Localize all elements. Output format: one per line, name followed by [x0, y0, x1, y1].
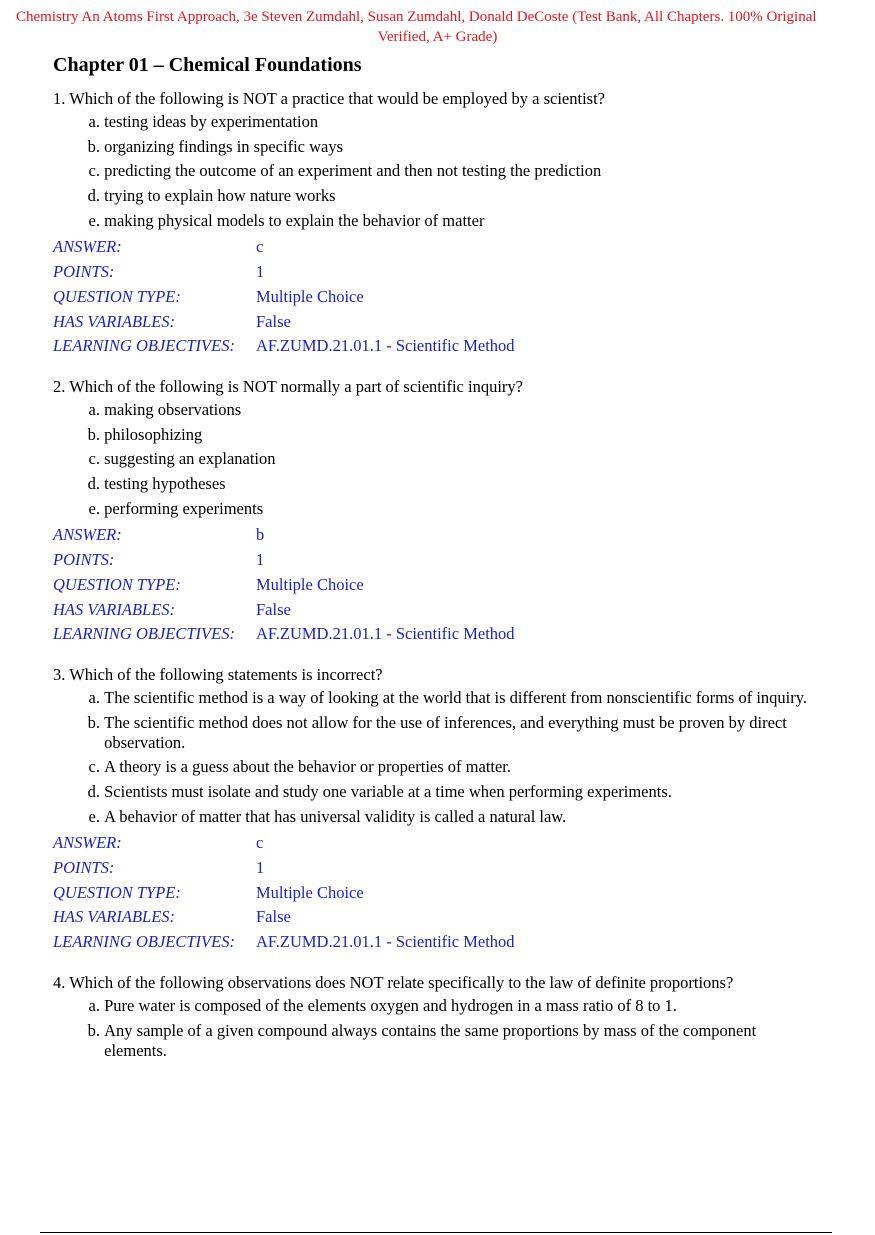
answer-label: ANSWER: [53, 237, 122, 257]
choice-letter: a. [88, 687, 100, 707]
has-variables-label: HAS VARIABLES: [53, 311, 176, 331]
choice-letter: d. [87, 781, 100, 801]
choice-e [53, 807, 813, 827]
question-2 [53, 376, 813, 647]
question-type-label: QUESTION TYPE: [53, 286, 181, 306]
choice-e [53, 499, 813, 519]
choice-text: making physical models to explain the behavior of matter [104, 210, 485, 230]
choice-text: performing experiments [104, 498, 264, 518]
choice-text: A theory is a guess about the behavior or properties of matter. [104, 757, 512, 777]
choice-text: trying to explain how nature works [104, 186, 336, 206]
question-1 [53, 88, 813, 359]
choice-a [53, 688, 813, 708]
question-text: 2. Which of the following is NOT normally a part of scientific inquiry? [53, 376, 523, 396]
has-variables-label: HAS VARIABLES: [53, 599, 176, 619]
choice-b [53, 425, 813, 445]
answer-row [53, 523, 813, 548]
choice-text: The scientific method does not allow for the use of inferences, and everything must be proven by direct observation. [104, 712, 787, 752]
has-variables-value: False [256, 907, 291, 927]
choice-letter: a. [88, 112, 100, 131]
points-row [53, 548, 813, 573]
choice-letter: d. [87, 186, 100, 206]
choice-list [53, 996, 813, 1061]
answer-label: ANSWER: [53, 525, 122, 545]
choice-text: organizing findings in specific ways [104, 136, 344, 156]
question-text: 1. Which of the following is NOT a practice that would be employed by a scientist? [53, 89, 606, 108]
answer-label: ANSWER: [53, 833, 122, 853]
choice-letter: c. [88, 757, 100, 777]
choice-b [53, 137, 813, 157]
choice-text: testing ideas by experimentation [104, 112, 319, 131]
has-variables-row [53, 310, 813, 335]
has-variables-value: False [256, 599, 291, 619]
question-type-value: Multiple Choice [256, 882, 364, 902]
choice-text: testing hypotheses [104, 474, 226, 494]
choice-a [53, 400, 813, 420]
choice-letter: e. [88, 806, 100, 826]
choice-a [53, 112, 813, 132]
question-text: 4. Which of the following observations does NOT relate specifically to the law of definite proportions? [53, 972, 734, 992]
has-variables-value: False [256, 311, 291, 331]
question-type-row [53, 285, 813, 310]
question-type-label: QUESTION TYPE: [53, 574, 181, 594]
choice-list [53, 688, 813, 827]
banner-line-1: Chemistry An Atoms First Approach, 3e Steven Zumdahl, Susan Zumdahl, Donald DeCoste (Test Bank, All Chapters. 100% Original [16, 9, 817, 25]
choice-letter: c. [88, 161, 100, 181]
choice-text: Scientists must isolate and study one variable at a time when performing experiments. [104, 781, 672, 801]
learning-objectives-value: AF.ZUMD.21.01.1 - Scientific Method [256, 624, 515, 644]
choice-list [53, 400, 813, 519]
points-label: POINTS: [53, 858, 115, 878]
learning-objectives-label: LEARNING OBJECTIVES: [53, 624, 235, 644]
choice-text: making observations [104, 399, 242, 419]
choice-text: The scientific method is a way of looking at the world that is different from nonscientific forms of inquiry. [104, 687, 808, 707]
has-variables-row [53, 598, 813, 623]
learning-objectives-label: LEARNING OBJECTIVES: [53, 932, 235, 952]
footer-divider [40, 1232, 832, 1233]
learning-objectives-row [53, 334, 813, 359]
points-value: 1 [256, 262, 265, 282]
question-metadata [53, 523, 813, 647]
learning-objectives-label: LEARNING OBJECTIVES: [53, 336, 235, 356]
document-body [53, 52, 813, 1078]
question-4 [53, 972, 813, 1061]
question-type-label: QUESTION TYPE: [53, 882, 181, 902]
question-type-row [53, 573, 813, 598]
choice-letter: a. [88, 995, 100, 1015]
question-metadata [53, 831, 813, 955]
question-3 [53, 664, 813, 955]
points-label: POINTS: [53, 550, 115, 570]
chapter-title: Chapter 01 – Chemical Foundations [53, 54, 362, 76]
answer-row [53, 235, 813, 260]
points-value: 1 [256, 550, 265, 570]
choice-text: suggesting an explanation [104, 449, 276, 469]
choice-text: predicting the outcome of an experiment and then not testing the prediction [104, 161, 602, 181]
choice-text: Any sample of a given compound always contains the same proportions by mass of the component elements. [104, 1020, 757, 1060]
points-row [53, 260, 813, 285]
learning-objectives-row [53, 622, 813, 647]
choice-c [53, 449, 813, 469]
question-type-value: Multiple Choice [256, 574, 364, 594]
learning-objectives-row [53, 930, 813, 955]
choice-d [53, 474, 813, 494]
points-label: POINTS: [53, 262, 115, 282]
points-value: 1 [256, 858, 265, 878]
choice-b [53, 713, 813, 753]
choice-text: philosophizing [104, 424, 203, 444]
choice-list [53, 112, 813, 231]
choice-c [53, 757, 813, 777]
choice-letter: b. [87, 136, 100, 156]
choice-letter: b. [87, 1020, 100, 1040]
choice-d [53, 782, 813, 802]
banner-line-2: Verified, A+ Grade) [377, 29, 498, 45]
question-type-row [53, 881, 813, 906]
answer-value: c [256, 833, 264, 853]
page-header-banner [0, 7, 875, 47]
choice-letter: d. [87, 474, 100, 494]
choice-letter: e. [88, 210, 100, 230]
choice-a [53, 996, 813, 1016]
has-variables-label: HAS VARIABLES: [53, 907, 176, 927]
choice-letter: b. [87, 712, 100, 732]
learning-objectives-value: AF.ZUMD.21.01.1 - Scientific Method [256, 336, 515, 356]
choice-c [53, 161, 813, 181]
choice-letter: b. [87, 424, 100, 444]
answer-value: c [256, 237, 264, 257]
question-type-value: Multiple Choice [256, 286, 364, 306]
choice-text: A behavior of matter that has universal validity is called a natural law. [104, 806, 567, 826]
choice-text: Pure water is composed of the elements oxygen and hydrogen in a mass ratio of 8 to 1. [104, 995, 677, 1015]
question-text: 3. Which of the following statements is incorrect? [53, 664, 383, 684]
answer-value: b [256, 525, 265, 545]
choice-letter: a. [88, 399, 100, 419]
answer-row [53, 831, 813, 856]
learning-objectives-value: AF.ZUMD.21.01.1 - Scientific Method [256, 932, 515, 952]
choice-letter: e. [88, 498, 100, 518]
question-metadata [53, 235, 813, 359]
choice-e [53, 211, 813, 231]
points-row [53, 856, 813, 881]
has-variables-row [53, 905, 813, 930]
choice-b [53, 1021, 813, 1061]
choice-d [53, 186, 813, 206]
choice-letter: c. [88, 449, 100, 469]
